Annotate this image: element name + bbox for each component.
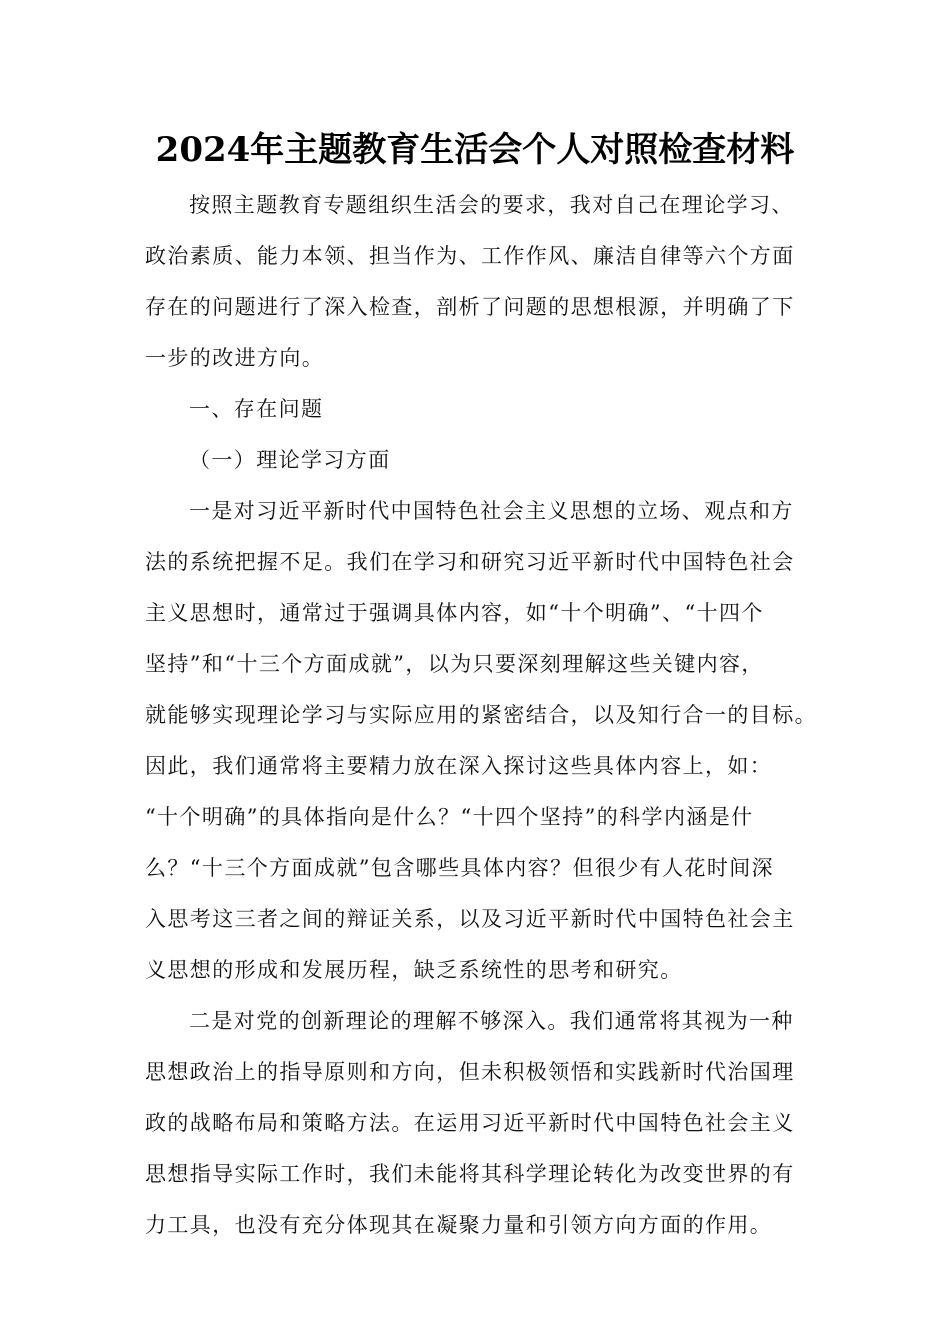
document-title: 2024年主题教育生活会个人对照检查材料 bbox=[155, 130, 795, 170]
body-line: 坚持”和“十三个方面成就”，以为只要深刻理解这些关键内容， bbox=[145, 652, 764, 676]
document-body bbox=[145, 180, 817, 1251]
body-line: 思想指导实际工作时，我们未能将其科学理论转化为改变世界的有 bbox=[145, 1162, 795, 1186]
section-heading: 一、存在问题 bbox=[189, 397, 324, 421]
body-line: 存在的问题进行了深入检查，剖析了问题的思想根源，并明确了下 bbox=[145, 295, 795, 319]
body-line: 思想政治上的指导原则和方向，但未积极领悟和实践新时代治国理 bbox=[145, 1060, 795, 1084]
body-line: “十个明确”的具体指向是什么？“十四个坚持”的科学内涵是什 bbox=[145, 805, 754, 829]
body-line: 入思考这三者之间的辩证关系，以及习近平新时代中国特色社会主 bbox=[145, 907, 795, 931]
body-line: 义思想的形成和发展历程，缺乏系统性的思考和研究。 bbox=[145, 958, 683, 982]
body-line: 一步的改进方向。 bbox=[145, 346, 325, 370]
body-line: 一是对习近平新时代中国特色社会主义思想的立场、观点和方 bbox=[189, 499, 794, 523]
body-line: 按照主题教育专题组织生活会的要求，我对自己在理论学习、 bbox=[189, 193, 794, 217]
body-line: 二是对党的创新理论的理解不够深入。我们通常将其视为一种 bbox=[189, 1009, 794, 1033]
body-line: 因此，我们通常将主要精力放在深入探讨这些具体内容上，如： bbox=[145, 754, 773, 778]
body-line: 法的系统把握不足。我们在学习和研究习近平新时代中国特色社会 bbox=[145, 550, 795, 574]
body-line: 就能够实现理论学习与实际应用的紧密结合，以及知行合一的目标。 bbox=[145, 703, 817, 727]
body-line: 力工具，也没有充分体现其在凝聚力量和引领方向方面的作用。 bbox=[145, 1213, 773, 1237]
subsection-heading: （一）理论学习方面 bbox=[189, 448, 391, 472]
body-line: 么？“十三个方面成就”包含哪些具体内容？但很少有人花时间深 bbox=[145, 856, 775, 880]
body-line: 主义思想时，通常过于强调具体内容，如“十个明确”、“十四个 bbox=[145, 601, 764, 625]
body-line: 政的战略布局和策略方法。在运用习近平新时代中国特色社会主义 bbox=[145, 1111, 795, 1135]
body-line: 政治素质、能力本领、担当作为、工作作风、廉洁自律等六个方面 bbox=[145, 244, 795, 268]
